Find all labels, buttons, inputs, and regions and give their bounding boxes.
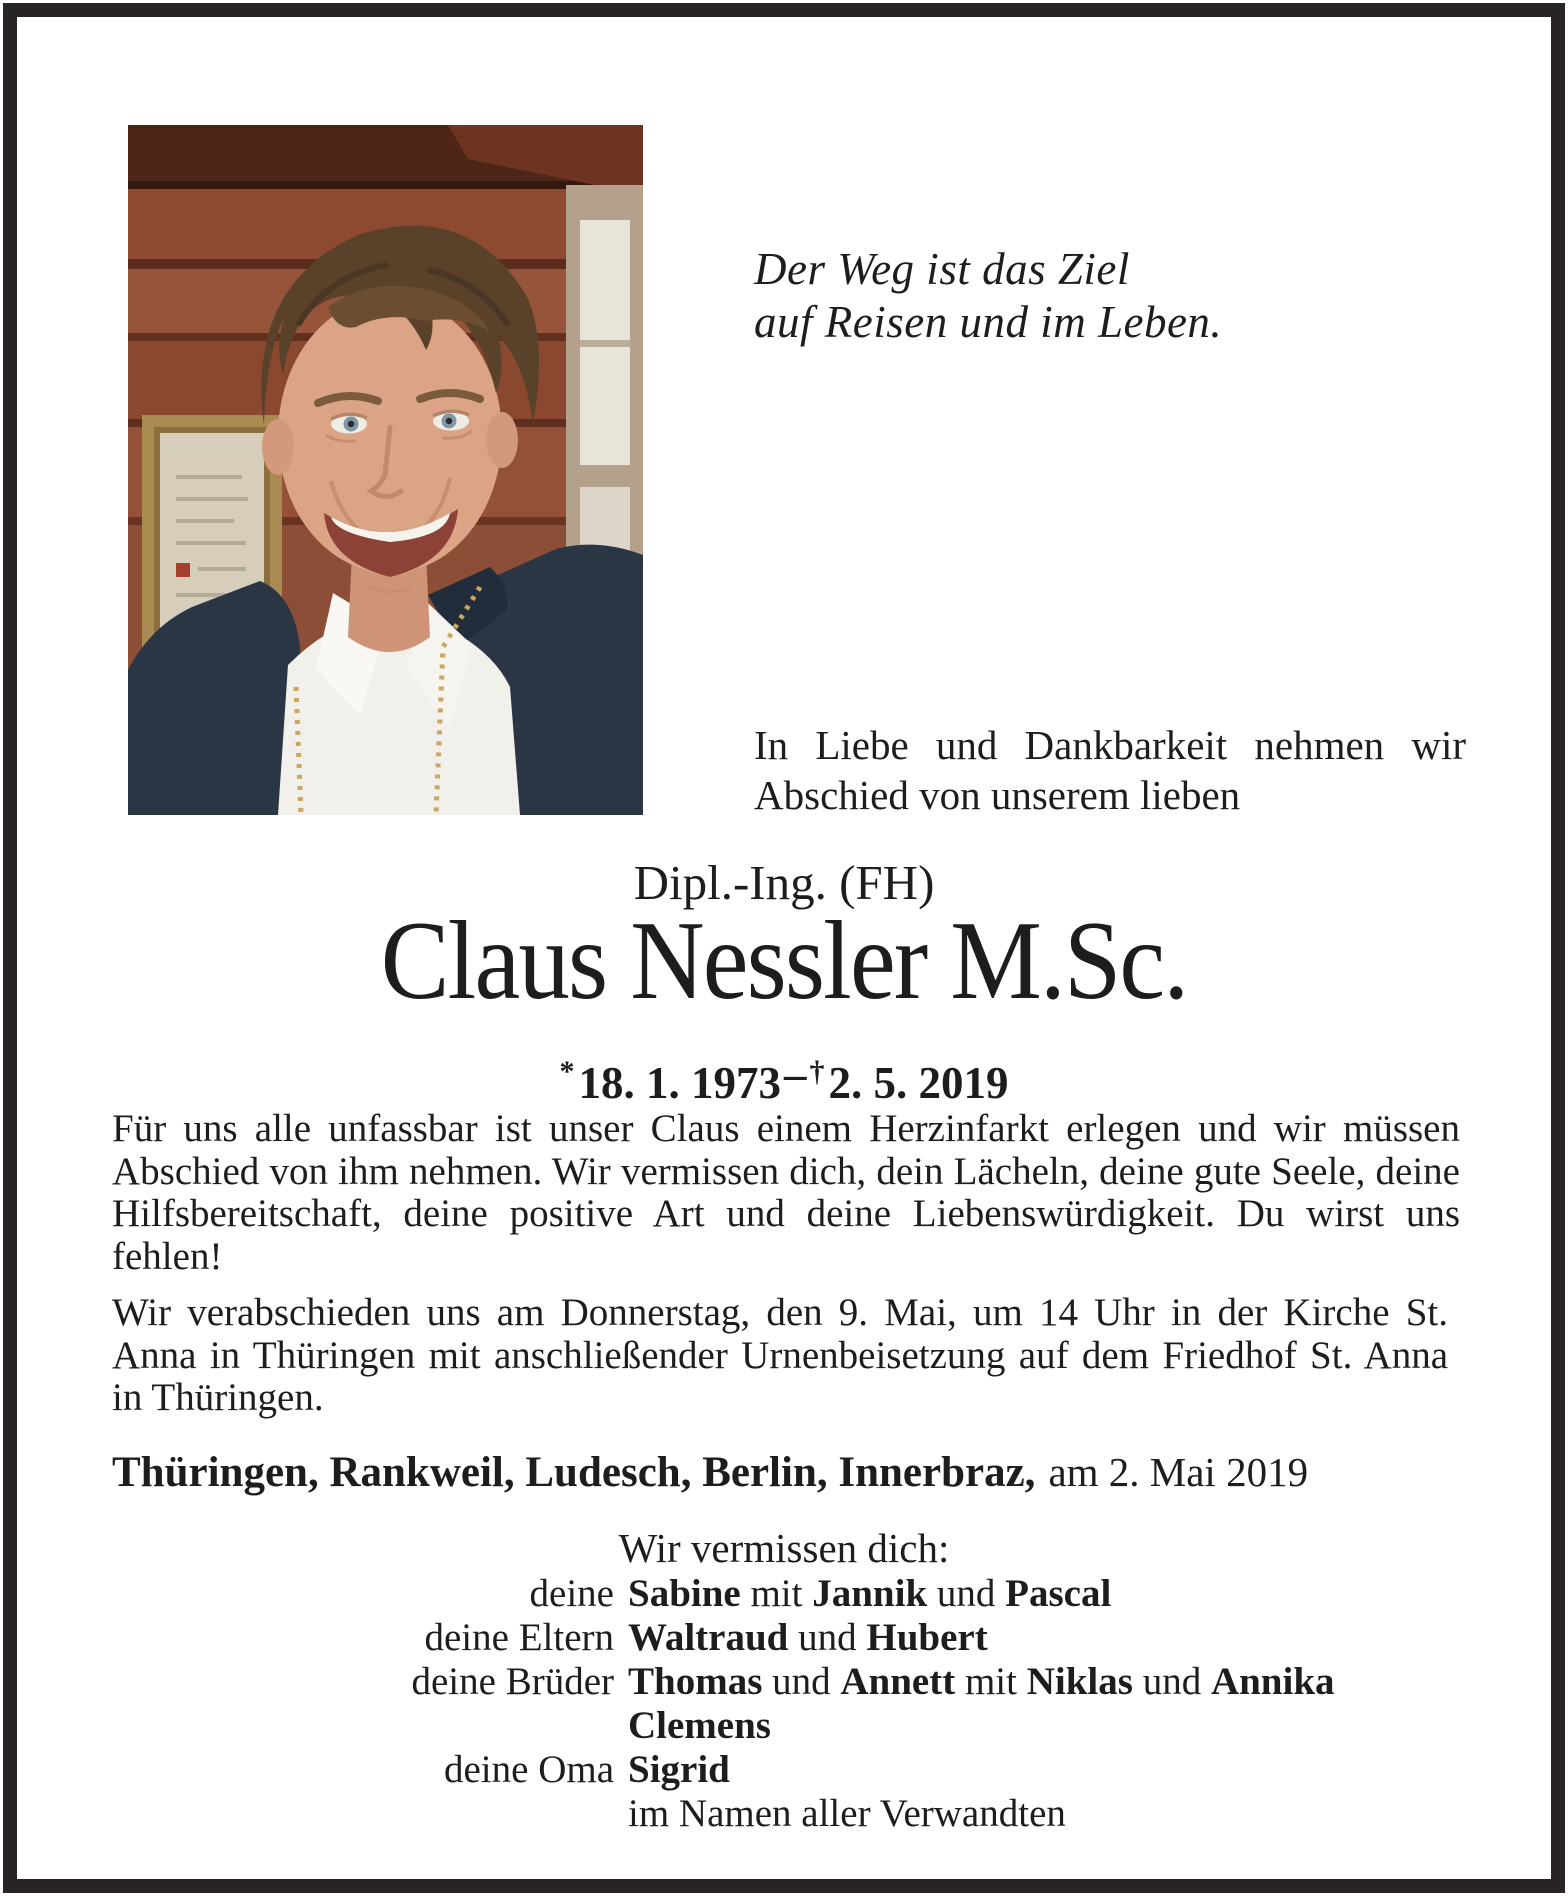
mourner-names: Sabine mit Jannik und Pascal bbox=[628, 1572, 1112, 1615]
obituary-paragraph: Für uns alle unfassbar ist unser Claus einem Herzinfarkt erlegen und wir müssen Abschied von ihm nehmen. Wir vermissen dich, dein Lächeln, deine gute Seele, deine Hilfsbereitschaft, deine positive Art und deine Liebenswürdigkeit. Du wirst uns fehlen! bbox=[112, 1107, 1460, 1278]
dates-separator: – bbox=[784, 1049, 807, 1099]
deceased-name: Claus Nessler M.Sc. bbox=[380, 899, 1188, 1023]
mourner-row bbox=[112, 1572, 1468, 1616]
epigraph-line-1: Der Weg ist das Ziel bbox=[754, 244, 1130, 294]
epigraph-line-2: auf Reisen und im Leben. bbox=[754, 297, 1223, 347]
mourner-names: Clemens bbox=[628, 1704, 771, 1747]
missing-heading: Wir vermissen dich: bbox=[618, 1525, 950, 1571]
mourner-names: Thomas und Annett mit Niklas und Annika bbox=[628, 1660, 1335, 1703]
deceased-degree: Dipl.-Ing. (FH) bbox=[633, 855, 935, 910]
died-symbol: † bbox=[809, 1055, 825, 1088]
birth-date: 18. 1. 1973 bbox=[578, 1058, 781, 1108]
mourner-row bbox=[112, 1748, 1468, 1792]
intro-text: In Liebe und Dankbarkeit nehmen wir Abschied von unserem lieben bbox=[754, 722, 1466, 818]
mourners-list bbox=[112, 1572, 1468, 1836]
places-line bbox=[112, 1448, 1308, 1497]
mourner-prefix bbox=[112, 1792, 628, 1836]
mourner-row bbox=[112, 1792, 1468, 1836]
portrait-photo bbox=[128, 125, 643, 815]
mourner-row bbox=[112, 1660, 1468, 1704]
mourner-row bbox=[112, 1704, 1468, 1748]
mourner-prefix: deine Eltern bbox=[424, 1616, 614, 1659]
mourner-names: im Namen aller Verwandten bbox=[628, 1792, 1066, 1835]
born-symbol: * bbox=[559, 1055, 575, 1088]
portrait-illustration bbox=[128, 125, 643, 815]
places-list: Thüringen, Rankweil, Ludesch, Berlin, Innerbraz, bbox=[112, 1449, 1036, 1496]
mourner-prefix: deine Brüder bbox=[411, 1660, 614, 1703]
funeral-info-paragraph: Wir verabschieden uns am Donnerstag, den 9. Mai, um 14 Uhr in der Kirche St. Anna in Thüringen mit anschließender Urnenbeisetzung auf dem Friedhof St. Anna in Thüringen. bbox=[112, 1291, 1448, 1419]
notice-date: am 2. Mai 2019 bbox=[1048, 1449, 1309, 1495]
mourner-names: Waltraud und Hubert bbox=[628, 1616, 988, 1659]
mourner-prefix: deine Oma bbox=[443, 1748, 614, 1791]
epigraph-quote bbox=[754, 243, 1222, 349]
mourner-row bbox=[112, 1616, 1468, 1660]
mourner-prefix bbox=[112, 1704, 628, 1748]
mourner-names: Sigrid bbox=[628, 1748, 730, 1791]
life-dates bbox=[0, 1048, 1568, 1109]
death-date: 2. 5. 2019 bbox=[828, 1058, 1009, 1108]
mourner-prefix: deine bbox=[529, 1572, 614, 1615]
